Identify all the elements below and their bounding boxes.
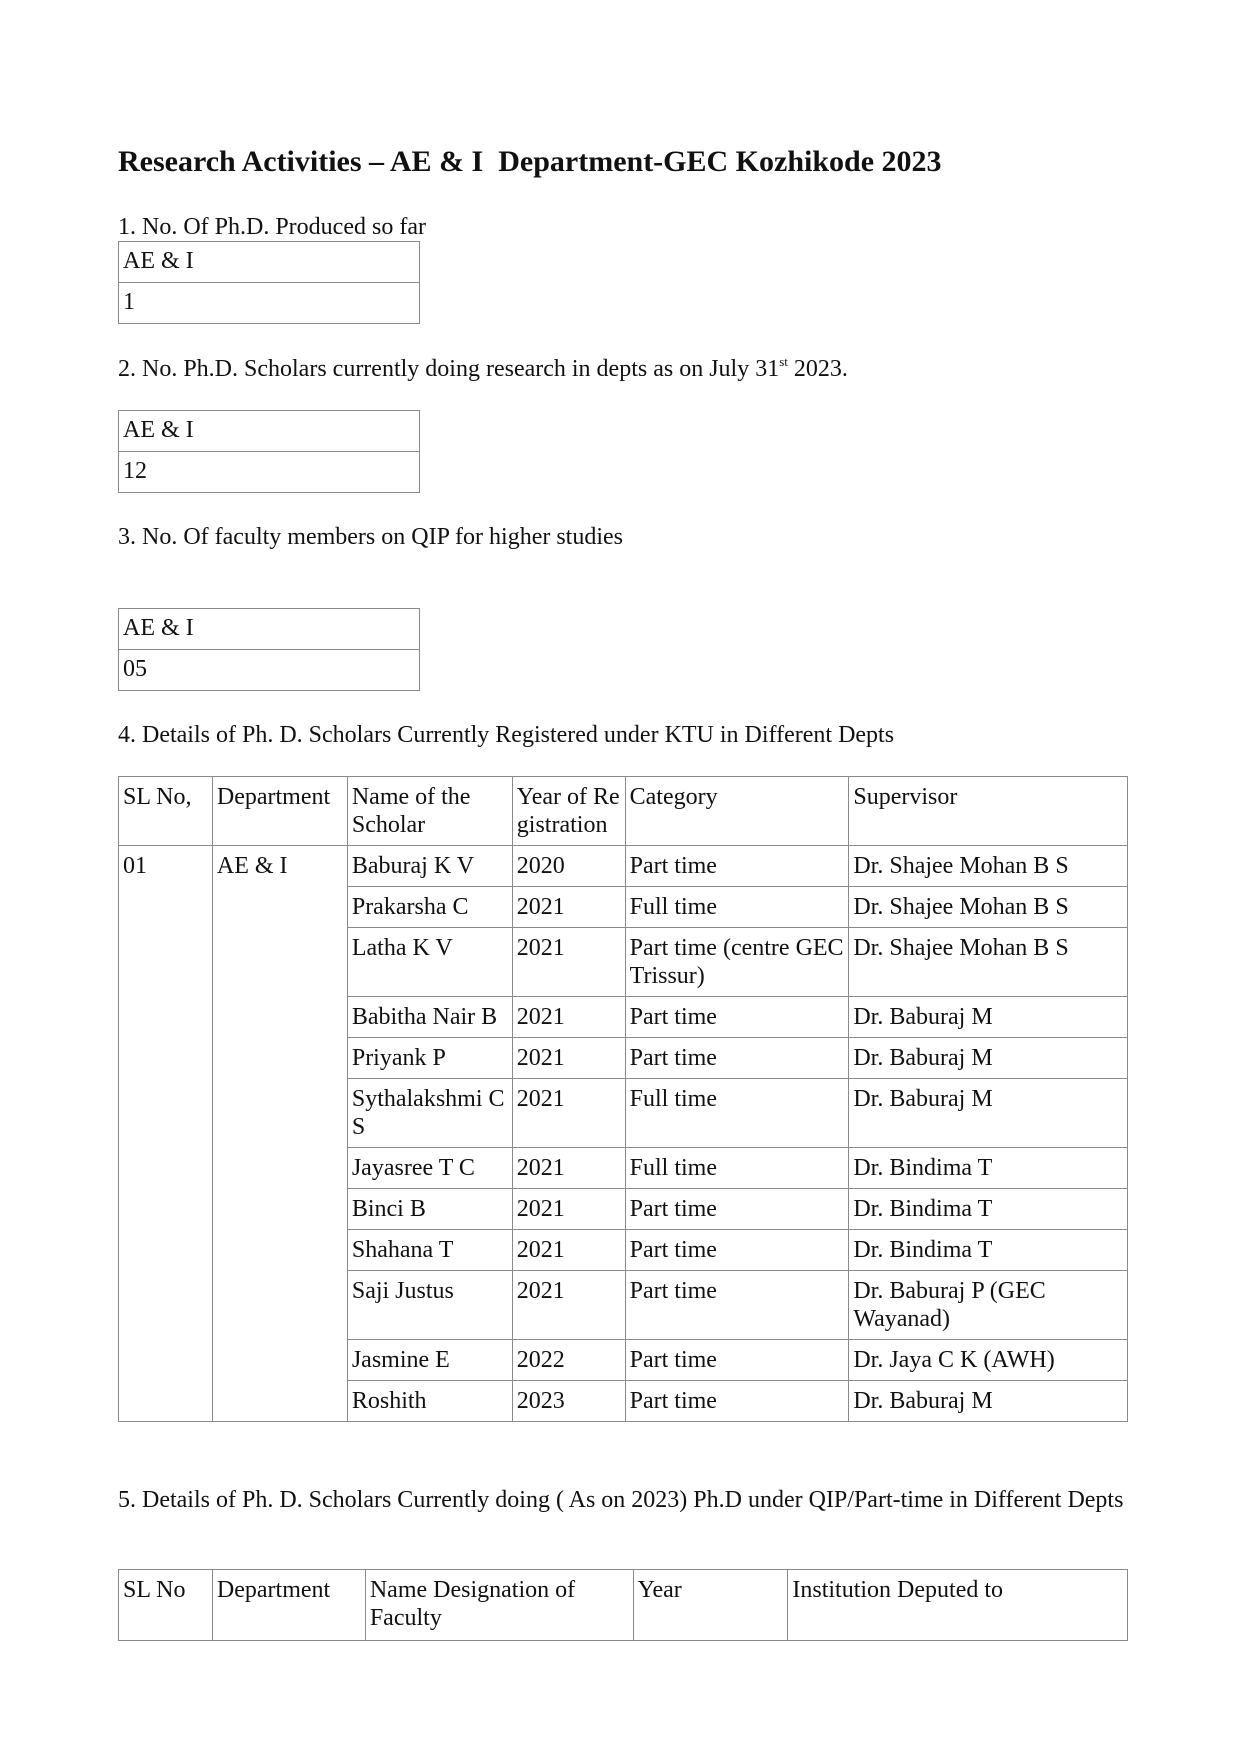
supervisor-cell: Dr. Baburaj M xyxy=(849,997,1128,1038)
section-5-heading: 5. Details of Ph. D. Scholars Currently doing ( As on 2023) Ph.D under QIP/Part-time in Different Depts xyxy=(118,1487,1124,1513)
category-cell: Full time xyxy=(625,1148,849,1189)
section-2-heading-year: 2023. xyxy=(787,356,848,382)
category-cell: Full time xyxy=(625,1079,849,1148)
supervisor-cell: Dr. Shajee Mohan B S xyxy=(849,928,1128,997)
category-cell: Part time xyxy=(625,1381,849,1422)
col-header-sl-no: SL No, xyxy=(119,777,213,846)
year-cell: 2022 xyxy=(512,1340,625,1381)
year-cell: 2021 xyxy=(512,1148,625,1189)
phd-produced-table xyxy=(118,241,420,324)
page-title: Research Activities – AE & I Department-GEC Kozhikode 2023 xyxy=(118,145,942,178)
qip-faculty-table xyxy=(118,608,420,691)
section-4-heading: 4. Details of Ph. D. Scholars Currently Registered under KTU in Different Depts xyxy=(118,722,895,748)
section-3-heading: 3. No. Of faculty members on QIP for higher studies xyxy=(118,524,624,550)
year-cell: 2021 xyxy=(512,1230,625,1271)
phd-scholars-header: AE & I xyxy=(119,411,420,452)
sl-no-cell: 01 xyxy=(119,846,213,1422)
scholar-name-cell: Shahana T xyxy=(347,1230,512,1271)
qip-col-header-department: Department xyxy=(212,1570,365,1641)
section-2-heading-sup: st xyxy=(779,354,788,369)
col-header-scholar-name: Name of the Scholar xyxy=(347,777,512,846)
year-cell: 2021 xyxy=(512,928,625,997)
phd-produced-header: AE & I xyxy=(119,242,420,283)
scholar-name-cell: Baburaj K V xyxy=(347,846,512,887)
scholar-name-cell: Sythalakshmi C S xyxy=(347,1079,512,1148)
supervisor-cell: Dr. Baburaj M xyxy=(849,1381,1128,1422)
scholar-name-cell: Roshith xyxy=(347,1381,512,1422)
department-cell: AE & I xyxy=(212,846,347,1422)
category-cell: Part time xyxy=(625,846,849,887)
supervisor-cell: Dr. Jaya C K (AWH) xyxy=(849,1340,1128,1381)
scholar-name-cell: Babitha Nair B xyxy=(347,997,512,1038)
qip-col-header-name: Name Designation of Faculty xyxy=(365,1570,633,1641)
supervisor-cell: Dr. Baburaj M xyxy=(849,1079,1128,1148)
qip-col-header-year: Year xyxy=(633,1570,788,1641)
year-cell: 2023 xyxy=(512,1381,625,1422)
category-cell: Part time xyxy=(625,1271,849,1340)
supervisor-cell: Dr. Shajee Mohan B S xyxy=(849,887,1128,928)
ktu-scholars-table xyxy=(118,776,1128,1422)
section-2-heading xyxy=(118,354,848,384)
category-cell: Full time xyxy=(625,887,849,928)
category-cell: Part time xyxy=(625,1189,849,1230)
supervisor-cell: Dr. Bindima T xyxy=(849,1189,1128,1230)
col-header-department: Department xyxy=(212,777,347,846)
supervisor-cell: Dr. Bindima T xyxy=(849,1230,1128,1271)
qip-scholars-table xyxy=(118,1569,1128,1641)
scholar-name-cell: Prakarsha C xyxy=(347,887,512,928)
phd-scholars-table xyxy=(118,410,420,493)
year-cell: 2020 xyxy=(512,846,625,887)
year-cell: 2021 xyxy=(512,1038,625,1079)
year-cell: 2021 xyxy=(512,1189,625,1230)
category-cell: Part time xyxy=(625,1230,849,1271)
supervisor-cell: Dr. Baburaj M xyxy=(849,1038,1128,1079)
category-cell: Part time xyxy=(625,997,849,1038)
qip-faculty-value: 05 xyxy=(119,650,420,691)
ktu-table-body xyxy=(119,846,1128,1422)
scholar-name-cell: Binci B xyxy=(347,1189,512,1230)
table-row xyxy=(119,846,1128,887)
scholar-name-cell: Jasmine E xyxy=(347,1340,512,1381)
year-cell: 2021 xyxy=(512,1271,625,1340)
supervisor-cell: Dr. Shajee Mohan B S xyxy=(849,846,1128,887)
qip-col-header-sl-no: SL No xyxy=(119,1570,213,1641)
year-cell: 2021 xyxy=(512,1079,625,1148)
year-cell: 2021 xyxy=(512,887,625,928)
scholar-name-cell: Latha K V xyxy=(347,928,512,997)
section-2-heading-text: 2. No. Ph.D. Scholars currently doing research in depts as on July 31 xyxy=(118,356,780,382)
col-header-supervisor: Supervisor xyxy=(849,777,1128,846)
section-1-heading: 1. No. Of Ph.D. Produced so far xyxy=(118,214,426,240)
ktu-table-header-row xyxy=(119,777,1128,846)
scholar-name-cell: Jayasree T C xyxy=(347,1148,512,1189)
qip-table-header-row xyxy=(119,1570,1128,1641)
supervisor-cell: Dr. Baburaj P (GEC Wayanad) xyxy=(849,1271,1128,1340)
category-cell: Part time xyxy=(625,1038,849,1079)
scholar-name-cell: Priyank P xyxy=(347,1038,512,1079)
scholar-name-cell: Saji Justus xyxy=(347,1271,512,1340)
phd-scholars-value: 12 xyxy=(119,452,420,493)
qip-faculty-header: AE & I xyxy=(119,609,420,650)
category-cell: Part time (centre GEC Trissur) xyxy=(625,928,849,997)
supervisor-cell: Dr. Bindima T xyxy=(849,1148,1128,1189)
qip-col-header-institution: Institution Deputed to xyxy=(788,1570,1128,1641)
category-cell: Part time xyxy=(625,1340,849,1381)
col-header-year: Year of Registration xyxy=(512,777,625,846)
year-cell: 2021 xyxy=(512,997,625,1038)
col-header-category: Category xyxy=(625,777,849,846)
phd-produced-value: 1 xyxy=(119,283,420,324)
